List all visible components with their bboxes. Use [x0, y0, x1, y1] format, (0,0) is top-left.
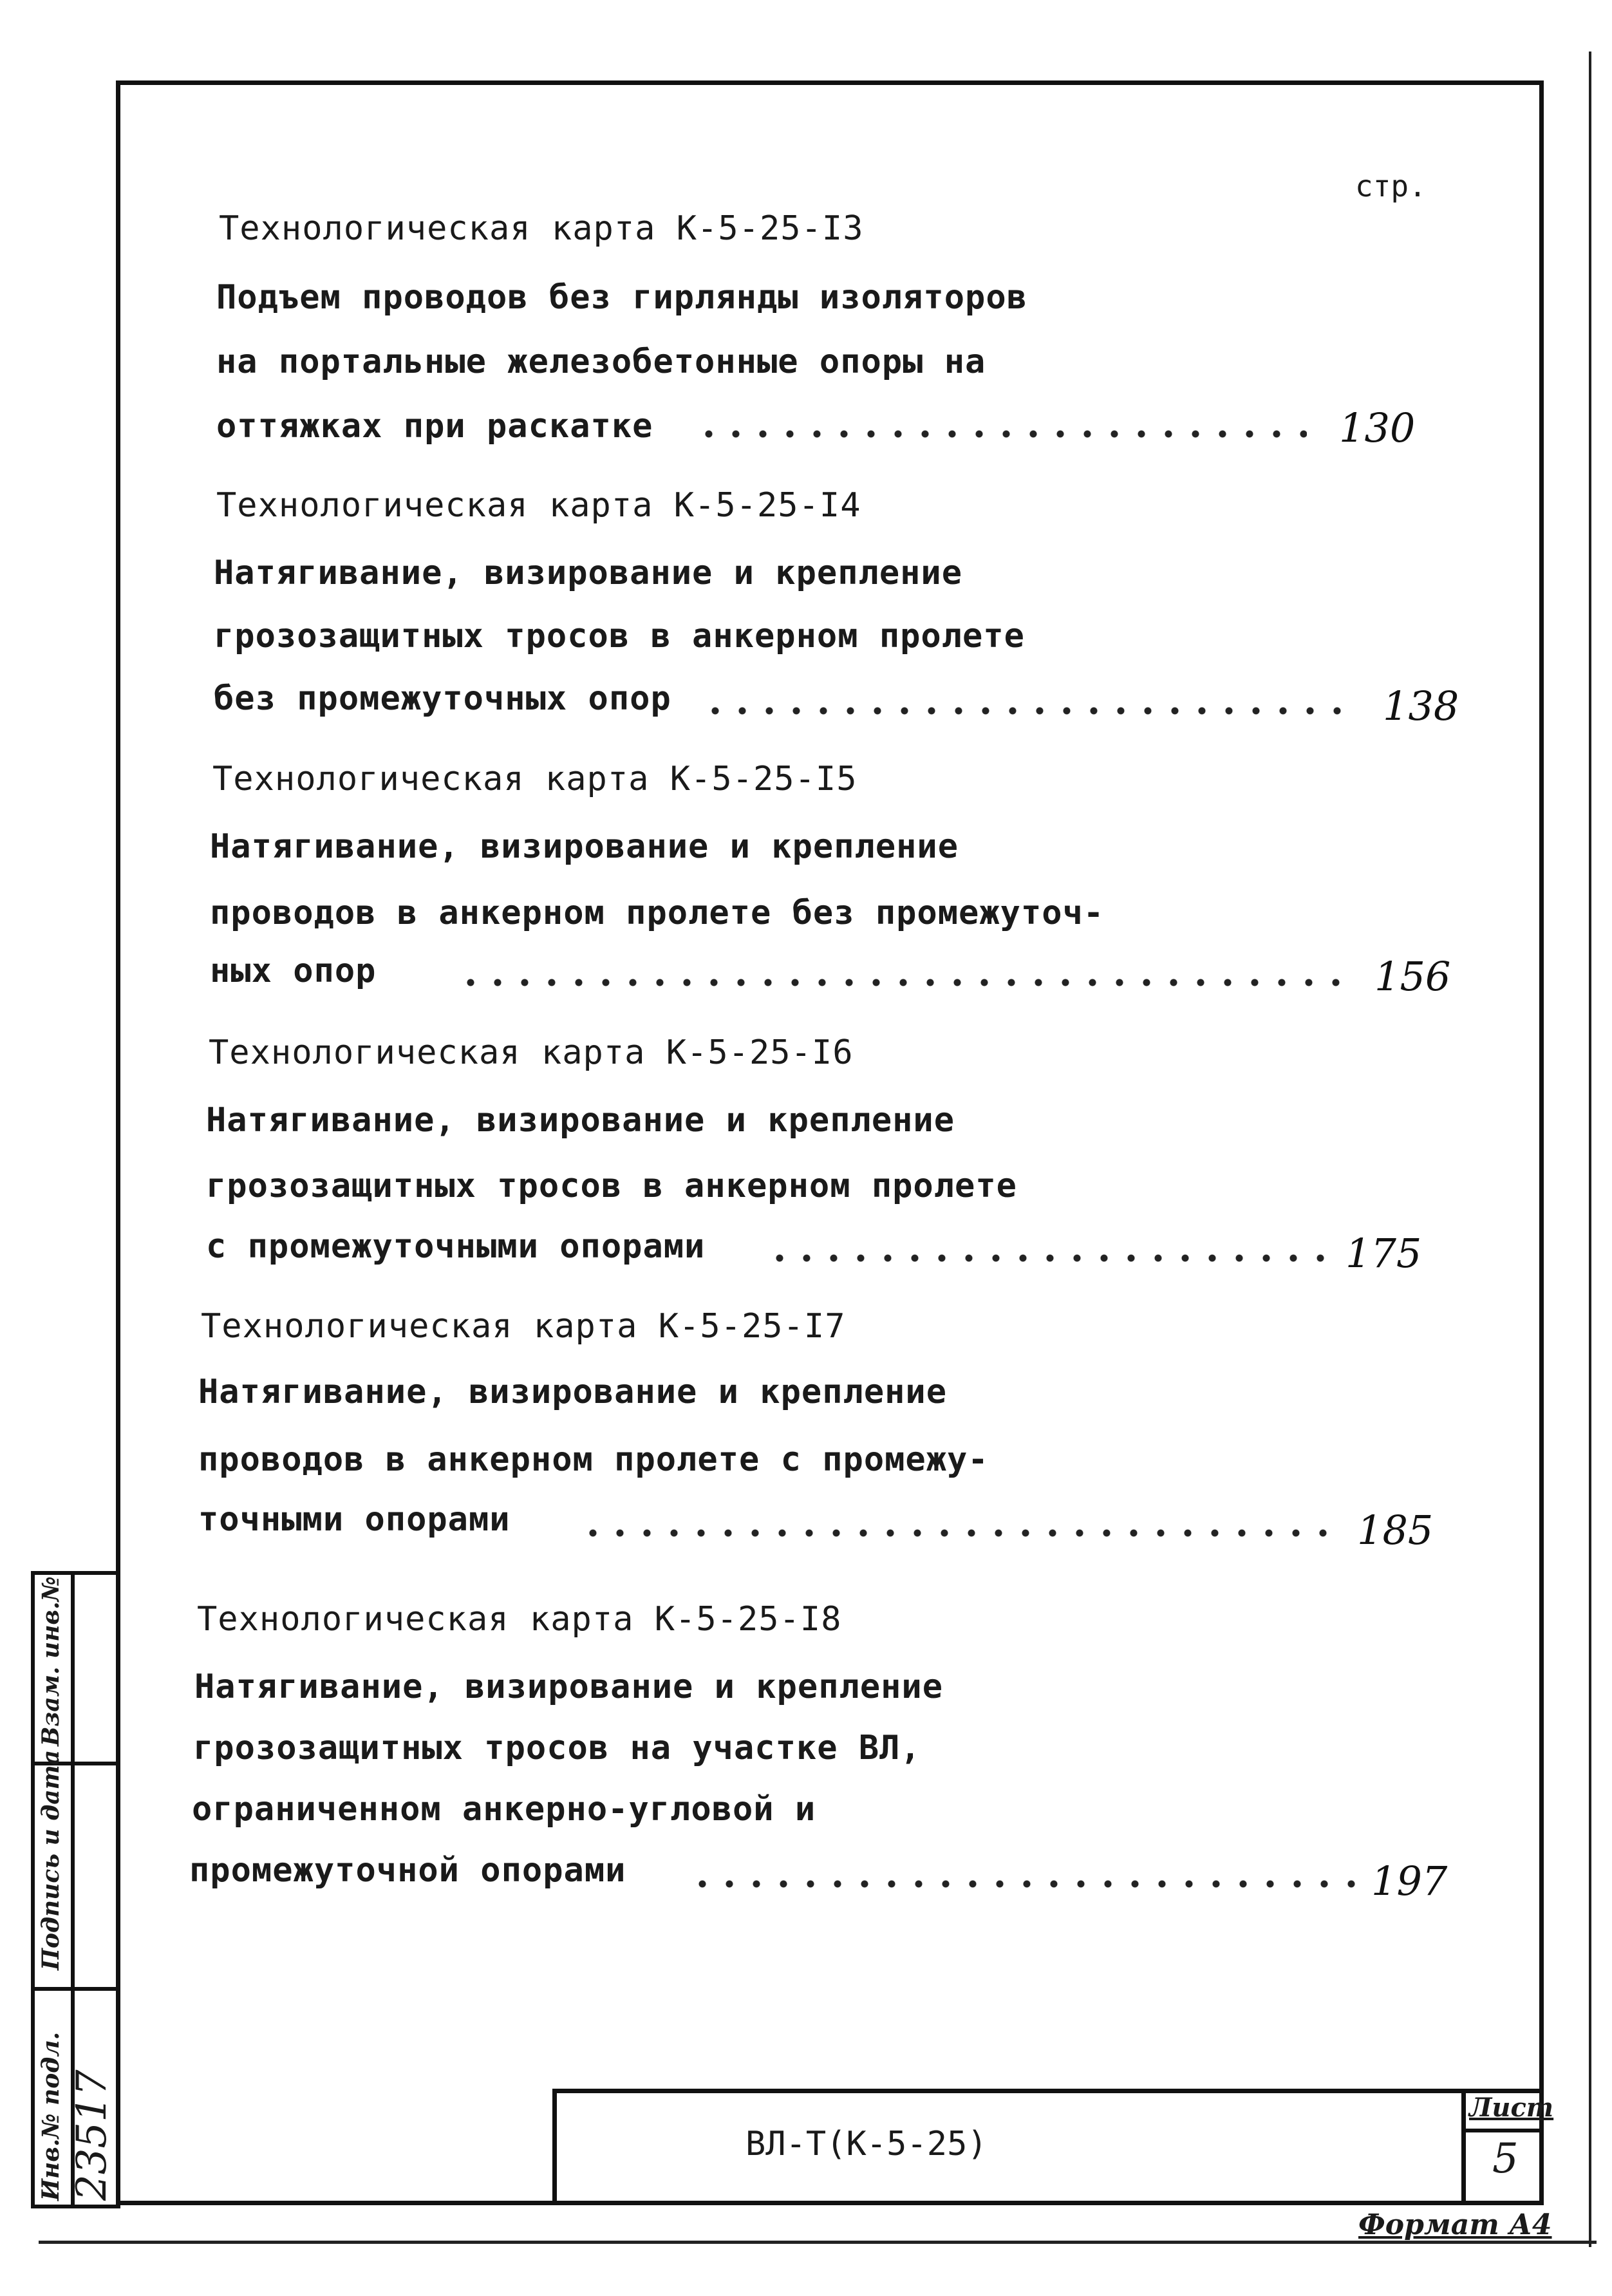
entry-title: Технологическая карта К-5-25-I3 — [219, 209, 864, 248]
entry-desc-line: грозозащитных тросов в анкерном пролете — [206, 1167, 1017, 1205]
entry-desc-line: проводов в анкерном пролете с промежу- — [198, 1440, 989, 1479]
stamp-label-signature-date: Подпись и дата — [37, 1749, 64, 1970]
format-label: Формат А4 — [1358, 2208, 1552, 2241]
page-number: 138 — [1383, 682, 1459, 729]
title-block — [552, 2089, 1544, 2205]
entry-desc-line: промежуточной опорами — [189, 1851, 626, 1890]
stamp-label-inv-original: Инв.№ подл. — [37, 2031, 64, 2201]
entry-desc-line: ограниченном анкерно-угловой и — [192, 1790, 816, 1829]
entry-desc-line: точными опорами — [198, 1500, 511, 1539]
title-block-separator — [1461, 2129, 1544, 2132]
page-number: 156 — [1374, 953, 1451, 1000]
entry-desc-line: грозозащитных тросов на участке ВЛ, — [193, 1729, 921, 1767]
entry-desc-line: без промежуточных опор — [214, 679, 671, 718]
entry-desc-line: Натягивание, визирование и крепление — [198, 1373, 948, 1411]
entry-title: Технологическая карта К-5-25-I5 — [212, 760, 858, 798]
dot-leader — [695, 430, 1307, 438]
page-number: 185 — [1357, 1507, 1434, 1554]
page-number: 130 — [1339, 404, 1416, 451]
entry-desc-line: на портальные железобетонные опоры на — [216, 343, 986, 381]
entry-desc-line: грозозащитных тросов в анкерном пролете — [214, 617, 1025, 655]
sheet-number: 5 — [1492, 2135, 1519, 2183]
page-number: 175 — [1345, 1230, 1422, 1277]
dot-leader — [702, 707, 1345, 715]
document-code: ВЛ-Т(К-5-25) — [745, 2125, 988, 2163]
dot-leader — [579, 1529, 1345, 1537]
sheet-label: Лист — [1469, 2093, 1554, 2123]
stamp-label-inv-replacement: Взам. инв.№ — [37, 1576, 64, 1746]
entry-desc-line: Натягивание, визирование и крепление — [194, 1668, 944, 1706]
entry-title: Технологическая карта К-5-25-I7 — [201, 1307, 846, 1346]
entry-desc-line: с промежуточными опорами — [206, 1227, 706, 1266]
page-column-heading: стр. — [1355, 169, 1427, 203]
entry-desc-line: Подъем проводов без гирлянды изоляторов — [216, 278, 1027, 317]
entry-desc-line: Натягивание, визирование и крепление — [206, 1101, 955, 1140]
dot-leader — [457, 979, 1345, 986]
entry-title: Технологическая карта К-5-25-I6 — [209, 1033, 854, 1072]
entry-desc-line: ных опор — [210, 952, 377, 990]
entry-title: Технологическая карта К-5-25-I4 — [216, 486, 861, 525]
entry-desc-line: Натягивание, визирование и крепление — [210, 827, 959, 866]
entry-desc-line: проводов в анкерном пролете без промежуточ- — [210, 894, 1105, 932]
dot-leader — [766, 1254, 1333, 1262]
strip-separator — [35, 1987, 117, 1991]
page-number: 197 — [1371, 1858, 1448, 1905]
trim-line-right — [1589, 52, 1591, 2247]
stamp-value-inv-original: 23517 — [68, 2069, 116, 2201]
entry-desc-line: Натягивание, визирование и крепление — [214, 554, 963, 592]
entry-title: Технологическая карта К-5-25-I8 — [197, 1600, 842, 1639]
entry-desc-line: оттяжках при раскатке — [216, 407, 653, 446]
dot-leader — [689, 1880, 1365, 1888]
